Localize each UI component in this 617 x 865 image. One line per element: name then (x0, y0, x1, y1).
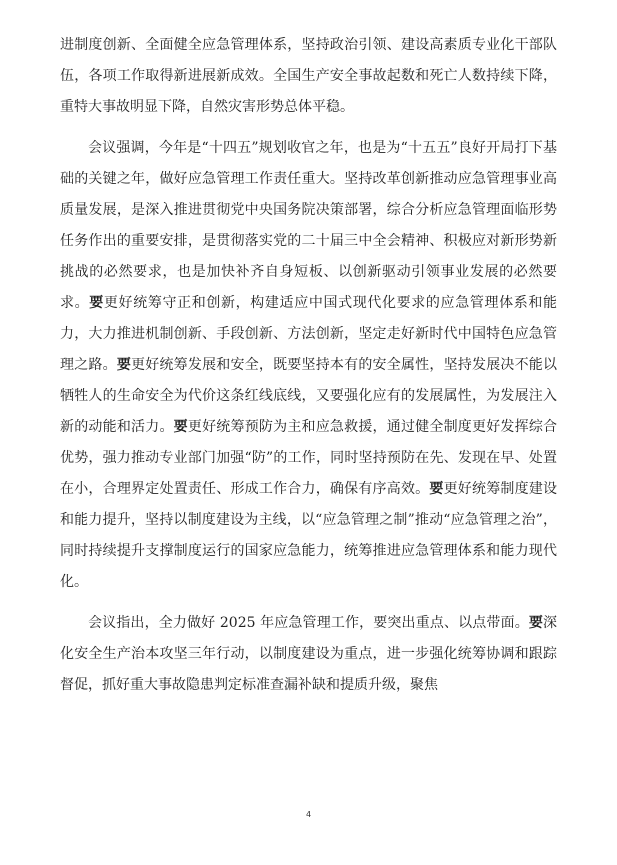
paragraph-2 (60, 133, 557, 598)
emphasis-text: 要 (89, 295, 104, 311)
paragraph-1 (60, 30, 557, 123)
paragraph-text: 进制度创新、全面健全应急管理体系，坚持政治引领、建设高素质专业化干部队伍，各项工作取得新进展新成效。全国生产安全事故起数和死亡人数持续下降，重特大事故明显下降，自然灾害形势总体平稳。 (60, 37, 557, 115)
emphasis-text: 要 (116, 357, 132, 373)
paragraph-text: 会议指出，全力做好 2025 年应急管理工作，要突出重点、以点带面。 (88, 615, 529, 631)
paragraph-text: 更好统筹守正和创新，构建适应中国式现代化要求的应急管理体系和能力，大力推进机制创新、手段创新、方法创新，坚定走好新时代中国特色应急管理之路。 (60, 295, 558, 373)
paragraph-text: 更好统筹发展和安全，既要坚持本有的安全属性，坚持发展决不能以牺牲人的生命安全为代价这条红线底线，又要强化应有的发展属性，为发展注入新的动能和活力。 (60, 357, 558, 435)
paragraph-text: 更好统筹制度建设和能力提升，坚持以制度建设为主线，以“应急管理之制”推动“应急管理之治”，同时持续提升支撑制度运行的国家应急能力，统筹推进应急管理体系和能力现代化。 (60, 481, 558, 590)
paragraph-text: 深化安全生产治本攻坚三年行动，以制度建设为重点，进一步强化统筹协调和跟踪督促，抓好重大事故隐患判定标准查漏补缺和提质升级，聚焦 (60, 615, 558, 693)
paragraph-3 (60, 608, 557, 701)
emphasis-text: 要 (429, 481, 444, 497)
paragraph-text: 会议强调，今年是“十四五”规划收官之年，也是为“十五五”良好开局打下基础的关键之年，做好应急管理工作责任重大。坚持改革创新推动应急管理事业高质量发展，是深入推进贯彻党中央国务院决策部署，综合分析应急管理面临形势任务作出的重要安排，是贯彻落实党的二十届三中全会精神、积极应对新形势新挑战的必然要求，也是加快补齐自身短板、以创新驱动引领事业发展的必然要求。 (60, 140, 557, 311)
document-body (60, 30, 557, 701)
page-number: 4 (305, 810, 312, 819)
emphasis-text: 要 (528, 615, 544, 631)
paragraph-text: 更好统筹预防为主和应急救援，通过健全制度更好发挥综合优势，强力推动专业部门加强“防”的工作，同时坚持预防在先、发现在早、处置在小，合理界定处置责任、形成工作合力，确保有序高效。 (60, 419, 558, 497)
emphasis-text: 要 (173, 419, 188, 435)
